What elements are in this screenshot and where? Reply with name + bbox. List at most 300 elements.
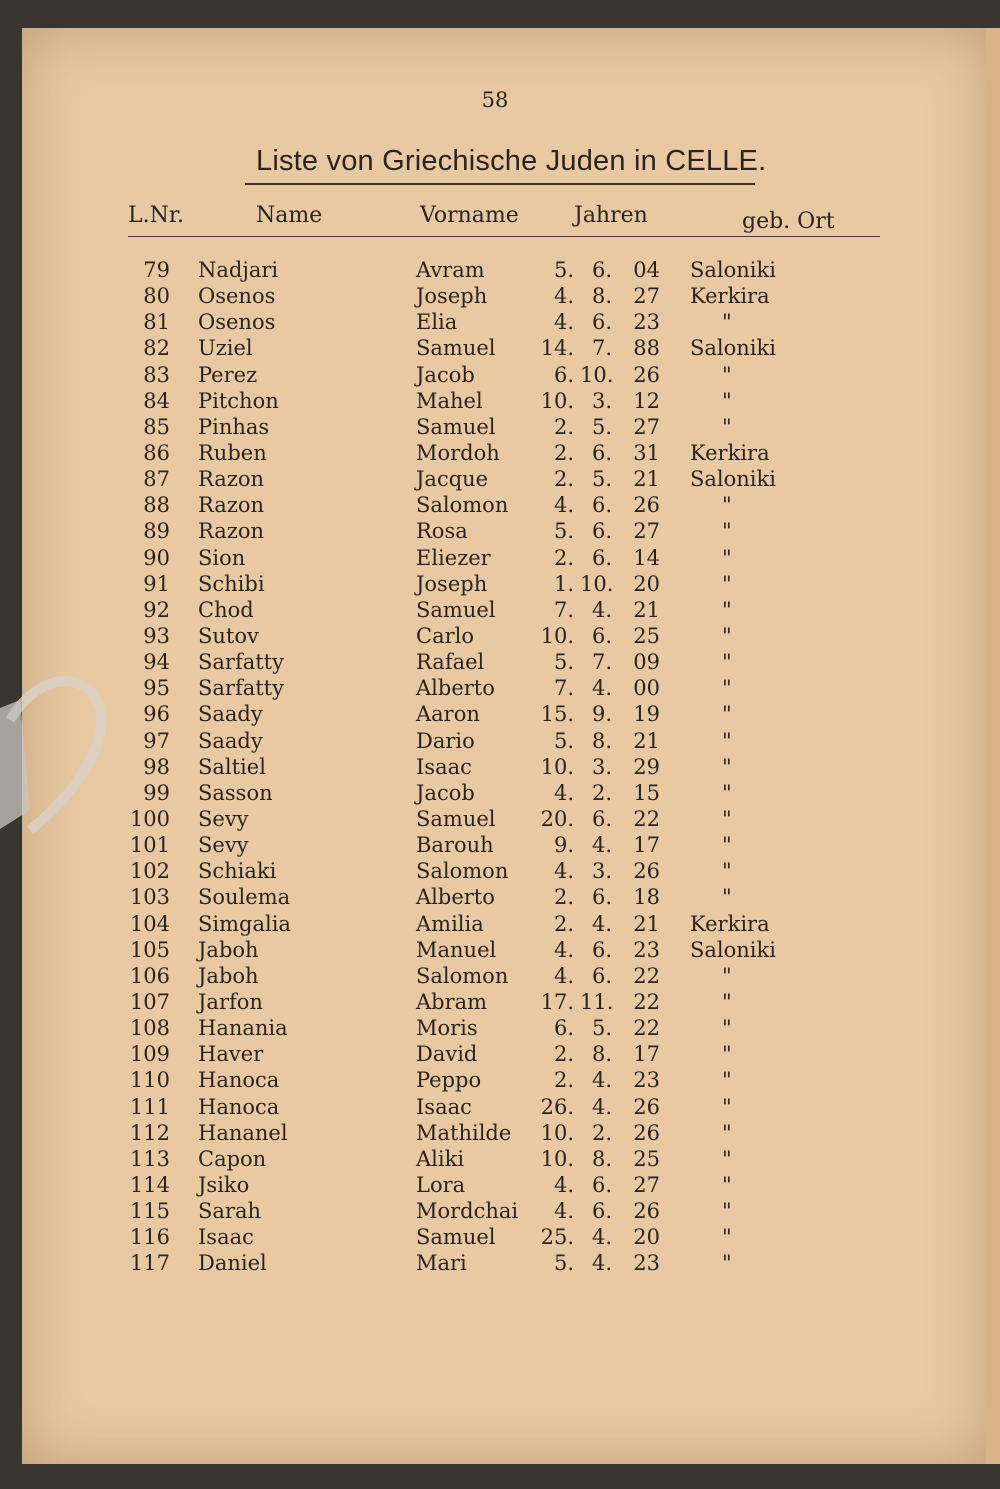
table-row (0, 938, 1000, 964)
table-row (0, 1042, 1000, 1068)
entry-year: 26 (633, 1199, 660, 1224)
entry-name: Capon (198, 1146, 267, 1171)
entry-birthplace: " (722, 414, 732, 439)
entry-day: 2. (553, 545, 574, 570)
entry-birthplace: " (722, 545, 732, 570)
entry-month: 4. (591, 1094, 612, 1119)
entry-year: 26 (633, 493, 660, 518)
table-row (0, 964, 1000, 990)
entry-month: 2. (591, 1120, 612, 1145)
entry-number: 89 (143, 519, 170, 544)
entry-vorname: Rosa (416, 519, 468, 544)
entry-number: 105 (129, 937, 170, 962)
entry-name: Simgalia (198, 911, 291, 936)
table-row (0, 336, 1000, 362)
entry-number: 112 (129, 1120, 170, 1145)
entry-vorname: Jacob (416, 780, 475, 805)
entry-vorname: Peppo (416, 1068, 482, 1093)
entry-day: 2. (553, 440, 574, 465)
entry-name: Schiaki (198, 859, 277, 884)
entry-name: Perez (198, 362, 258, 387)
entry-name: Haver (198, 1042, 264, 1067)
entry-vorname: Abram (416, 989, 488, 1014)
entry-number: 95 (143, 676, 170, 701)
entry-year: 27 (633, 1172, 660, 1197)
entry-month: 4. (591, 676, 612, 701)
entry-vorname: Moris (416, 1016, 478, 1041)
entry-number: 109 (129, 1042, 170, 1067)
entry-birthplace: " (722, 1120, 732, 1145)
table-row (0, 284, 1000, 310)
entry-number: 93 (143, 623, 170, 648)
header-jahren: Jahren (574, 203, 648, 228)
table-row (0, 702, 1000, 728)
table-row (0, 258, 1000, 284)
table-row (0, 1225, 1000, 1251)
header-rule (128, 236, 880, 237)
entry-day: 14. (540, 336, 574, 361)
paper-clip-icon (0, 660, 120, 850)
table-row (0, 363, 1000, 389)
entry-birthplace: " (722, 493, 732, 518)
entry-number: 87 (143, 467, 170, 492)
entry-birthplace: " (722, 702, 732, 727)
entry-name: Nadjari (198, 258, 279, 282)
entry-day: 7. (553, 597, 574, 622)
entry-year: 27 (633, 519, 660, 544)
entry-year: 17 (633, 833, 660, 858)
entry-vorname: Manuel (416, 937, 497, 962)
entry-name: Uziel (198, 336, 253, 361)
entry-day: 25. (540, 1225, 574, 1250)
entry-birthplace: " (722, 571, 732, 596)
header-nr: L.Nr. (128, 203, 184, 228)
title-underline (245, 183, 755, 185)
entry-birthplace: " (722, 885, 732, 910)
entry-name: Daniel (198, 1251, 267, 1276)
entry-vorname: Rafael (416, 650, 485, 675)
entry-number: 82 (143, 336, 170, 361)
entry-number: 91 (143, 571, 170, 596)
entry-year: 00 (633, 676, 660, 701)
entry-month: 7. (591, 650, 612, 675)
entry-month: 4. (591, 833, 612, 858)
entry-number: 81 (143, 310, 170, 335)
entry-year: 88 (633, 336, 660, 361)
entry-vorname: Barouh (416, 833, 494, 858)
entry-name: Pinhas (198, 414, 270, 439)
entry-day: 5. (553, 728, 574, 753)
entry-vorname: Aaron (416, 702, 480, 727)
entry-birthplace: " (722, 728, 732, 753)
entry-month: 6. (591, 493, 612, 518)
table-row (0, 546, 1000, 572)
entry-day: 10. (540, 1146, 574, 1171)
entry-birthplace: " (722, 963, 732, 988)
entry-year: 26 (633, 362, 660, 387)
entry-vorname: Samuel (416, 806, 496, 831)
entry-name: Ruben (198, 440, 267, 465)
entry-birthplace: " (722, 1146, 732, 1171)
entry-number: 107 (129, 989, 170, 1014)
entry-vorname: Jacque (416, 467, 489, 492)
entry-day: 5. (553, 519, 574, 544)
entry-birthplace: " (722, 1199, 732, 1224)
entry-month: 8. (591, 728, 612, 753)
entry-vorname: Dario (416, 728, 475, 753)
table-row (0, 833, 1000, 859)
entry-month: 4. (591, 597, 612, 622)
entry-month: 8. (591, 284, 612, 309)
entry-month: 4. (591, 911, 612, 936)
entry-number: 84 (143, 388, 170, 413)
entry-year: 19 (633, 702, 660, 727)
entry-day: 10. (540, 388, 574, 413)
table-row (0, 572, 1000, 598)
entry-vorname: David (416, 1042, 478, 1067)
entry-month: 6. (591, 1199, 612, 1224)
entry-year: 20 (633, 571, 660, 596)
table-row (0, 1016, 1000, 1042)
entry-vorname: Alberto (416, 885, 495, 910)
entry-year: 23 (633, 310, 660, 335)
table-row (0, 624, 1000, 650)
table-row (0, 912, 1000, 938)
entry-vorname: Lora (416, 1172, 466, 1197)
entry-day: 5. (553, 650, 574, 675)
entry-year: 31 (633, 440, 660, 465)
table-row (0, 415, 1000, 441)
entry-birthplace: " (722, 1094, 732, 1119)
entry-day: 2. (553, 414, 574, 439)
table-row (0, 885, 1000, 911)
entry-number: 88 (143, 493, 170, 518)
entry-birthplace: " (722, 1068, 732, 1093)
entry-vorname: Avram (416, 258, 485, 282)
entry-birthplace: " (722, 362, 732, 387)
entry-number: 85 (143, 414, 170, 439)
entry-vorname: Joseph (416, 571, 488, 596)
entry-number: 101 (129, 833, 170, 858)
entry-year: 04 (633, 258, 660, 282)
header-ort: geb. Ort (742, 209, 835, 234)
entry-day: 20. (540, 806, 574, 831)
entry-birthplace: " (722, 833, 732, 858)
entry-vorname: Amilia (416, 911, 484, 936)
entry-month: 5. (591, 467, 612, 492)
entry-day: 4. (553, 780, 574, 805)
entry-vorname: Alberto (416, 676, 495, 701)
entry-month: 3. (591, 388, 612, 413)
entry-name: Razon (198, 519, 265, 544)
entry-number: 106 (129, 963, 170, 988)
entry-vorname: Aliki (416, 1146, 465, 1171)
entry-year: 17 (633, 1042, 660, 1067)
entry-vorname: Samuel (416, 336, 496, 361)
entry-birthplace: Kerkira (690, 911, 770, 936)
table-row (0, 859, 1000, 885)
entry-birthplace: " (722, 806, 732, 831)
entry-month: 4. (591, 1251, 612, 1276)
table-row (0, 1095, 1000, 1121)
entry-birthplace: " (722, 780, 732, 805)
entry-birthplace: " (722, 1042, 732, 1067)
entry-day: 17. (540, 989, 574, 1014)
header-name: Name (256, 203, 323, 228)
entry-vorname: Mahel (416, 388, 483, 413)
table-row (0, 1173, 1000, 1199)
table-row (0, 676, 1000, 702)
entry-month: 6. (591, 310, 612, 335)
entry-month: 6. (591, 937, 612, 962)
entry-name: Razon (198, 493, 265, 518)
entry-number: 110 (129, 1068, 170, 1093)
entry-year: 23 (633, 1068, 660, 1093)
table-row (0, 781, 1000, 807)
entry-name: Sasson (198, 780, 273, 805)
entry-vorname: Mordoh (416, 440, 500, 465)
entry-year: 29 (633, 754, 660, 779)
entry-name: Saady (198, 728, 263, 753)
entry-month: 8. (591, 1042, 612, 1067)
entry-vorname: Joseph (416, 284, 488, 309)
entry-number: 83 (143, 362, 170, 387)
entry-number: 114 (129, 1172, 170, 1197)
entry-name: Sion (198, 545, 246, 570)
entry-name: Saltiel (198, 754, 266, 779)
entry-name: Sarfatty (198, 676, 284, 701)
entry-year: 12 (633, 388, 660, 413)
entry-month: 6. (591, 963, 612, 988)
table-row (0, 389, 1000, 415)
table-row (0, 493, 1000, 519)
entry-vorname: Eliezer (416, 545, 491, 570)
entry-year: 26 (633, 1094, 660, 1119)
entry-day: 26. (540, 1094, 574, 1119)
table-row (0, 755, 1000, 781)
entry-month: 3. (591, 859, 612, 884)
entry-year: 22 (633, 1016, 660, 1041)
entry-month: 6. (591, 519, 612, 544)
entry-day: 4. (553, 937, 574, 962)
entry-vorname: Mari (416, 1251, 467, 1276)
entry-year: 27 (633, 414, 660, 439)
entry-year: 22 (633, 806, 660, 831)
entry-number: 116 (129, 1225, 170, 1250)
entry-year: 21 (633, 728, 660, 753)
entry-name: Sevy (198, 833, 249, 858)
entry-day: 10. (540, 754, 574, 779)
entry-day: 6. (553, 1016, 574, 1041)
entry-month: 4. (591, 1068, 612, 1093)
entry-name: Sarfatty (198, 650, 284, 675)
entry-birthplace: " (722, 1251, 732, 1276)
entry-month: 6. (591, 258, 612, 282)
entry-number: 86 (143, 440, 170, 465)
entry-birthplace: " (722, 1172, 732, 1197)
entry-name: Soulema (198, 885, 291, 910)
entry-month: 9. (591, 702, 612, 727)
table-row (0, 1121, 1000, 1147)
entry-year: 14 (633, 545, 660, 570)
entry-month: 5. (591, 414, 612, 439)
entry-number: 102 (129, 859, 170, 884)
entry-birthplace: Saloniki (690, 937, 776, 962)
entry-year: 25 (633, 1146, 660, 1171)
entry-vorname: Salomon (416, 859, 509, 884)
entry-number: 100 (129, 806, 170, 831)
entry-birthplace: Kerkira (690, 284, 770, 309)
entry-month: 6. (591, 806, 612, 831)
entry-name: Pitchon (198, 388, 279, 413)
table-row (0, 310, 1000, 336)
table-row (0, 1068, 1000, 1094)
entry-name: Schibi (198, 571, 265, 596)
entry-day: 2. (553, 1042, 574, 1067)
entry-month: 6. (591, 1172, 612, 1197)
entry-year: 26 (633, 1120, 660, 1145)
entry-name: Osenos (198, 284, 276, 309)
entry-birthplace: " (722, 676, 732, 701)
entry-day: 10. (540, 623, 574, 648)
entry-birthplace: " (722, 519, 732, 544)
table-row (0, 519, 1000, 545)
header-vorname: Vorname (420, 203, 519, 228)
table-row (0, 1199, 1000, 1225)
table-row (0, 598, 1000, 624)
entry-day: 5. (553, 258, 574, 282)
page-title: Liste von Griechische Juden in CELLE. (256, 145, 767, 177)
entry-day: 4. (553, 859, 574, 884)
entry-year: 22 (633, 963, 660, 988)
entry-vorname: Samuel (416, 597, 496, 622)
entry-day: 4. (553, 493, 574, 518)
entry-birthplace: " (722, 1225, 732, 1250)
entry-name: Hanania (198, 1016, 288, 1041)
entry-number: 115 (129, 1199, 170, 1224)
entry-day: 10. (540, 1120, 574, 1145)
entry-vorname: Samuel (416, 414, 496, 439)
entry-birthplace: " (722, 650, 732, 675)
entry-year: 21 (633, 911, 660, 936)
entry-number: 97 (143, 728, 170, 753)
entry-birthplace: Saloniki (690, 336, 776, 361)
table-row (0, 807, 1000, 833)
entry-birthplace: Saloniki (690, 467, 776, 492)
entry-year: 22 (633, 989, 660, 1014)
entry-vorname: Mordchai (416, 1199, 519, 1224)
entry-list (0, 258, 1000, 1277)
entry-day: 4. (553, 310, 574, 335)
entry-name: Jaboh (198, 937, 259, 962)
entry-vorname: Mathilde (416, 1120, 512, 1145)
entry-day: 4. (553, 284, 574, 309)
entry-month: 6. (591, 440, 612, 465)
table-row (0, 441, 1000, 467)
entry-name: Jarfon (198, 989, 263, 1014)
entry-name: Hanoca (198, 1068, 280, 1093)
entry-number: 80 (143, 284, 170, 309)
entry-year: 27 (633, 284, 660, 309)
entry-name: Hananel (198, 1120, 288, 1145)
entry-year: 15 (633, 780, 660, 805)
entry-birthplace: Kerkira (690, 440, 770, 465)
table-row (0, 467, 1000, 493)
entry-day: 9. (553, 833, 574, 858)
entry-day: 15. (540, 702, 574, 727)
entry-number: 103 (129, 885, 170, 910)
entry-day: 2. (553, 911, 574, 936)
entry-year: 25 (633, 623, 660, 648)
entry-name: Jaboh (198, 963, 259, 988)
entry-month: 6. (591, 623, 612, 648)
entry-birthplace: " (722, 388, 732, 413)
entry-number: 108 (129, 1016, 170, 1041)
entry-year: 21 (633, 467, 660, 492)
entry-month: 10. (580, 362, 614, 387)
entry-day: 2. (553, 467, 574, 492)
entry-vorname: Salomon (416, 493, 509, 518)
entry-number: 96 (143, 702, 170, 727)
entry-day: 4. (553, 1199, 574, 1224)
entry-number: 117 (129, 1251, 170, 1276)
entry-number: 92 (143, 597, 170, 622)
page-number: 58 (481, 88, 509, 112)
entry-number: 113 (129, 1146, 170, 1171)
entry-day: 2. (553, 1068, 574, 1093)
entry-month: 11. (580, 989, 614, 1014)
entry-name: Sarah (198, 1199, 261, 1224)
entry-name: Isaac (198, 1225, 254, 1250)
entry-month: 3. (591, 754, 612, 779)
entry-vorname: Carlo (416, 623, 474, 648)
entry-name: Razon (198, 467, 265, 492)
entry-number: 98 (143, 754, 170, 779)
entry-name: Saady (198, 702, 263, 727)
entry-birthplace: " (722, 310, 732, 335)
entry-year: 23 (633, 1251, 660, 1276)
entry-name: Osenos (198, 310, 276, 335)
entry-day: 4. (553, 1172, 574, 1197)
entry-birthplace: " (722, 859, 732, 884)
table-row (0, 1147, 1000, 1173)
entry-vorname: Elia (416, 310, 458, 335)
entry-month: 5. (591, 1016, 612, 1041)
entry-year: 23 (633, 937, 660, 962)
entry-birthplace: " (722, 754, 732, 779)
entry-number: 104 (129, 911, 170, 936)
entry-birthplace: " (722, 597, 732, 622)
entry-year: 26 (633, 859, 660, 884)
table-row (0, 650, 1000, 676)
entry-day: 2. (553, 885, 574, 910)
entry-name: Sutov (198, 623, 259, 648)
entry-number: 90 (143, 545, 170, 570)
entry-month: 6. (591, 885, 612, 910)
entry-year: 21 (633, 597, 660, 622)
entry-day: 7. (553, 676, 574, 701)
entry-month: 4. (591, 1225, 612, 1250)
entry-year: 09 (633, 650, 660, 675)
entry-month: 10. (580, 571, 614, 596)
entry-month: 7. (591, 336, 612, 361)
table-row (0, 990, 1000, 1016)
entry-name: Sevy (198, 806, 249, 831)
entry-day: 4. (553, 963, 574, 988)
table-row (0, 729, 1000, 755)
entry-month: 2. (591, 780, 612, 805)
entry-month: 8. (591, 1146, 612, 1171)
